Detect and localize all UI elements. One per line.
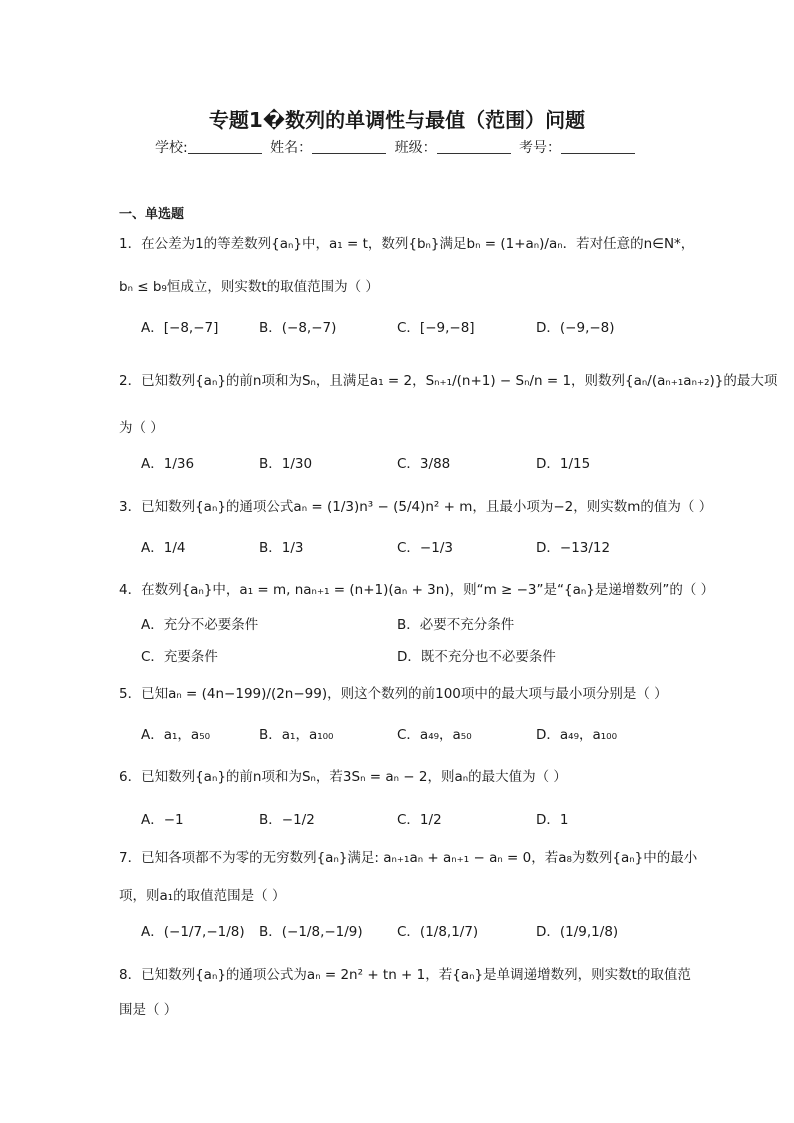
question-4-option-a[interactable]: A．充分不必要条件 <box>141 617 259 633</box>
question-2-option-c[interactable]: C．3/88 <box>397 456 451 472</box>
question-5-option-a[interactable]: A．a₁，a₅₀ <box>141 727 211 743</box>
question-4-option-d[interactable]: D．既不充分也不必要条件 <box>397 649 556 665</box>
question-8-line-1: 8．已知数列{aₙ}的通项公式为aₙ = 2n² + tn + 1，若{aₙ}是单调递增数列，则实数t的取值范 <box>119 967 691 983</box>
question-2-option-d[interactable]: D．1/15 <box>536 456 591 472</box>
question-1-option-a[interactable]: A．[−8,−7] <box>141 320 219 336</box>
school-blank[interactable] <box>188 139 262 154</box>
question-6-option-d[interactable]: D．1 <box>536 812 569 828</box>
page-title: 专题1�数列的单调性与最值（范围）问题 <box>208 108 586 132</box>
question-5-option-b[interactable]: B．a₁，a₁₀₀ <box>259 727 334 743</box>
exam-number-label: 考号： <box>519 140 562 156</box>
question-6-option-a[interactable]: A．−1 <box>141 812 184 828</box>
class-label: 班级： <box>394 140 437 156</box>
student-info-line <box>0 137 794 157</box>
question-8-line-2: 围是（ ） <box>119 1002 178 1018</box>
question-7-option-d[interactable]: D．(1/9,1/8) <box>536 924 619 940</box>
question-1-line-1: 1．在公差为1的等差数列{aₙ}中，a₁ = t，数列{bₙ}满足bₙ = (1+aₙ)/aₙ．若对任意的n∈N*， <box>119 236 695 252</box>
question-3-option-c[interactable]: C．−1/3 <box>397 540 453 556</box>
section-heading: 一、单选题 <box>119 207 185 222</box>
question-3-option-d[interactable]: D．−13/12 <box>536 540 611 556</box>
question-2-option-a[interactable]: A．1/36 <box>141 456 195 472</box>
question-2-option-b[interactable]: B．1/30 <box>259 456 313 472</box>
question-4-option-c[interactable]: C．充要条件 <box>141 649 218 665</box>
question-6-option-b[interactable]: B．−1/2 <box>259 812 315 828</box>
question-1-option-d[interactable]: D．(−9,−8) <box>536 320 615 336</box>
question-2-line-1: 2．已知数列{aₙ}的前n项和为Sₙ，且满足a₁ = 2，Sₙ₊₁/(n+1) − Sₙ/n = 1，则数列{aₙ/(aₙ₊₁aₙ₊₂)}的最大项 <box>119 373 778 389</box>
question-2-line-2: 为（ ） <box>119 420 164 436</box>
question-4-line-1: 4．在数列{aₙ}中，a₁ = m, naₙ₊₁ = (n+1)(aₙ + 3n)，则“m ≥ −3”是“{aₙ}是递增数列”的（ ） <box>119 582 715 598</box>
question-3-option-b[interactable]: B．1/3 <box>259 540 304 556</box>
exam-number-blank[interactable] <box>561 139 635 154</box>
question-7-option-b[interactable]: B．(−1/8,−1/9) <box>259 924 363 940</box>
question-5-option-d[interactable]: D．a₄₉，a₁₀₀ <box>536 727 617 743</box>
question-4-option-b[interactable]: B．必要不充分条件 <box>397 617 515 633</box>
question-7-option-c[interactable]: C．(1/8,1/7) <box>397 924 479 940</box>
question-3-line-1: 3．已知数列{aₙ}的通项公式aₙ = (1/3)n³ − (5/4)n² + m，且最小项为−2，则实数m的值为（ ） <box>119 499 713 515</box>
question-5-option-c[interactable]: C．a₄₉，a₅₀ <box>397 727 472 743</box>
class-blank[interactable] <box>437 139 511 154</box>
question-1-option-b[interactable]: B．(−8,−7) <box>259 320 337 336</box>
question-7-line-1: 7．已知各项都不为零的无穷数列{aₙ}满足: aₙ₊₁aₙ + aₙ₊₁ − aₙ = 0，若a₈为数列{aₙ}中的最小 <box>119 850 698 866</box>
school-label: 学校: <box>154 140 188 156</box>
question-3-option-a[interactable]: A．1/4 <box>141 540 186 556</box>
question-1-line-2: bₙ ≤ b₉恒成立，则实数t的取值范围为（ ） <box>119 279 379 295</box>
question-6-line-1: 6．已知数列{aₙ}的前n项和为Sₙ，若3Sₙ = aₙ − 2，则aₙ的最大值为（ ） <box>119 769 567 785</box>
name-blank[interactable] <box>312 139 386 154</box>
question-7-option-a[interactable]: A．(−1/7,−1/8) <box>141 924 245 940</box>
question-6-option-c[interactable]: C．1/2 <box>397 812 442 828</box>
question-7-line-2: 项，则a₁的取值范围是（ ） <box>119 888 286 904</box>
name-label: 姓名： <box>270 140 313 156</box>
question-5-line-1: 5．已知aₙ = (4n−199)/(2n−99)，则这个数列的前100项中的最大项与最小项分别是（ ） <box>119 686 668 702</box>
question-1-option-c[interactable]: C．[−9,−8] <box>397 320 475 336</box>
